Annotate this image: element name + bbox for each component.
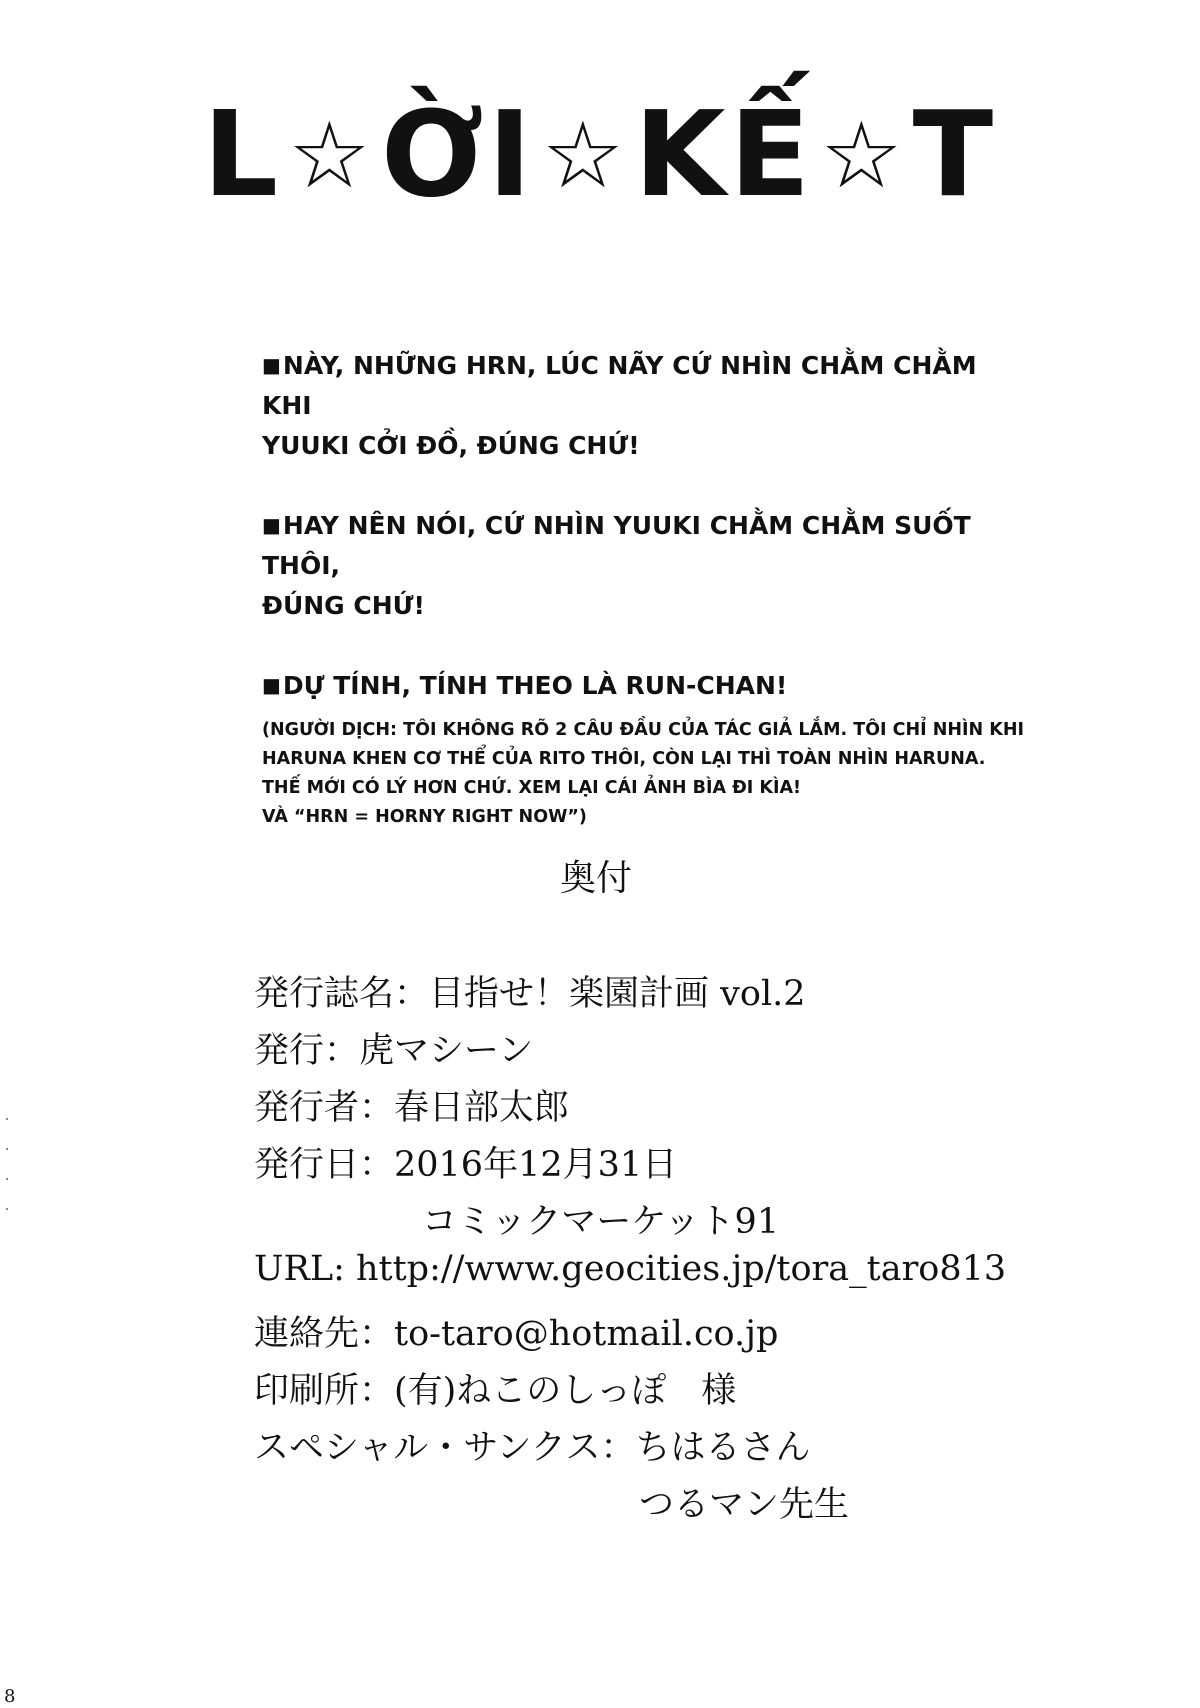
- afterword-paragraph: [262, 665, 982, 706]
- edge-mark: [6, 1208, 8, 1210]
- colophon-special-thanks: スペシャル・サンクス：ちはるさん: [254, 1428, 811, 1468]
- colophon-publisher: 発行：虎マシーン: [254, 1031, 534, 1071]
- star-icon: ☆: [820, 102, 907, 209]
- colophon-contact: 連絡先：to-taro@hotmail.co.jp: [254, 1314, 779, 1354]
- afterword-paragraph: [262, 505, 982, 626]
- afterword-paragraph: [262, 345, 982, 466]
- title-part-4: T: [912, 85, 998, 223]
- colophon-special-thanks-2: つるマン先生: [639, 1485, 850, 1525]
- afterword-line: HAY NÊN NÓI, CỨ NHÌN YUUKI CHẰM CHẰM SUỐT THÔI,: [262, 511, 971, 580]
- note-line: HARUNA KHEN CƠ THỂ CỦA RITO THÔI, CÒN LẠI THÌ TOÀN NHÌN HARUNA.: [262, 749, 986, 769]
- bullet-square-icon: ■: [262, 673, 281, 697]
- afterword-section: [262, 345, 1024, 745]
- bullet-square-icon: ■: [262, 513, 281, 537]
- colophon-event: コミックマーケット91: [422, 1202, 780, 1242]
- title-part-2: ỜI: [380, 85, 536, 223]
- colophon-issuer: 発行者：春日部太郎: [254, 1088, 570, 1128]
- bullet-square-icon: ■: [262, 353, 281, 377]
- edge-mark: [6, 1148, 8, 1150]
- edge-mark: [6, 1118, 8, 1120]
- colophon-url: URL: http://www.geocities.jp/tora_taro813: [254, 1249, 1007, 1289]
- afterword-line: YUUKI CỞI ĐỒ, ĐÚNG CHỨ!: [262, 431, 640, 460]
- edge-mark: [6, 1178, 8, 1180]
- note-line: (NGƯỜI DỊCH: TÔI KHÔNG RÕ 2 CÂU ĐẦU CỦA TÁC GIẢ LẮM. TÔI CHỈ NHÌN KHI: [262, 720, 1024, 740]
- afterword-line: DỰ TÍNH, TÍNH THEO LÀ RUN-CHAN!: [282, 671, 788, 700]
- page-title: [0, 85, 1200, 223]
- afterword-line: ĐÚNG CHỨ!: [262, 591, 425, 620]
- note-line: VÀ “HRN = HORNY RIGHT NOW”): [262, 807, 587, 827]
- colophon-date: 発行日：2016年12月31日: [254, 1145, 678, 1185]
- star-icon: ☆: [288, 102, 375, 209]
- page-number: 8: [4, 1686, 16, 1707]
- colophon-printer: 印刷所：(有)ねこのしっぽ 様: [254, 1371, 737, 1411]
- title-part-1: L: [202, 85, 283, 223]
- colophon-heading: 奥付: [560, 858, 633, 899]
- note-line: THẾ MỚI CÓ LÝ HƠN CHỨ. XEM LẠI CÁI ẢNH BÌA ĐI KÌA!: [262, 778, 801, 798]
- translator-note: [262, 716, 1024, 832]
- star-icon: ☆: [541, 102, 629, 209]
- colophon-publication-name: 発行誌名：目指せ！楽園計画 vol.2: [254, 974, 806, 1014]
- title-part-3: KẾ: [634, 85, 815, 223]
- afterword-line: NÀY, NHỮNG HRN, LÚC NÃY CỨ NHÌN CHẰM CHẰM KHI: [262, 351, 977, 420]
